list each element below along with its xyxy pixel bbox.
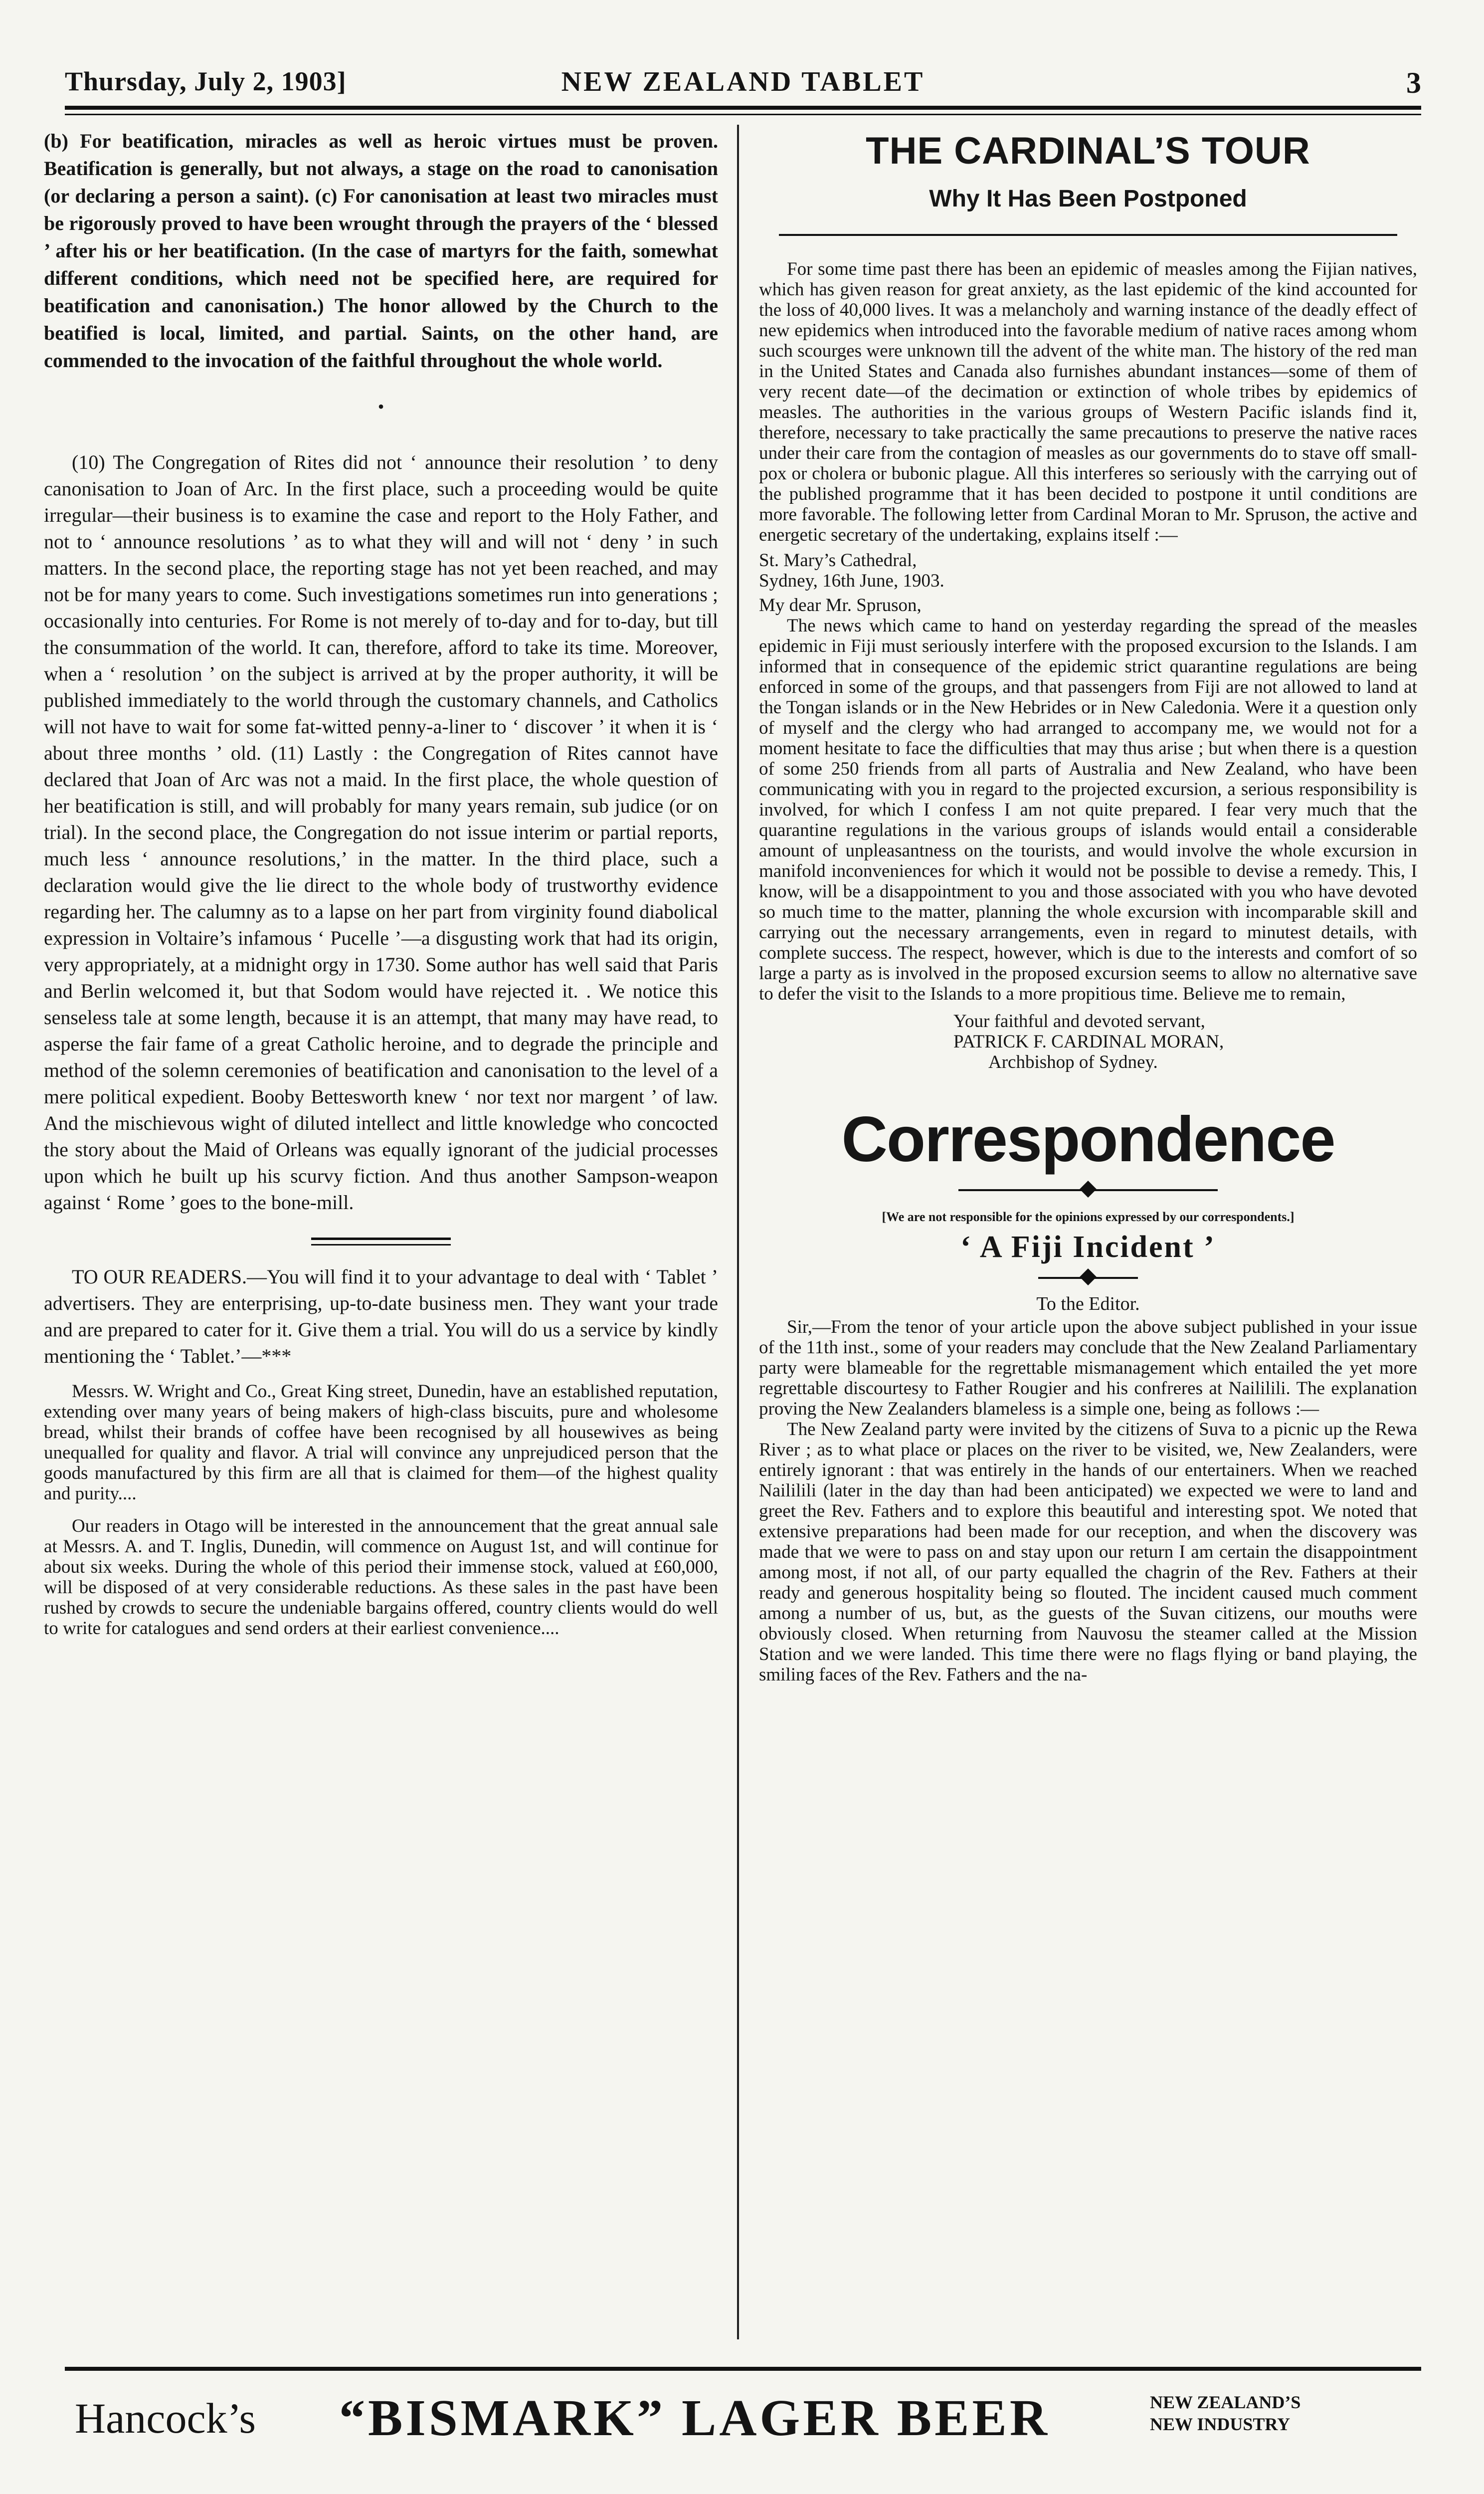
inglis-notice: Our readers in Otago will be interested in the announcement that the great annual sale at Messrs. A. and T. Inglis, Dunedin, will commence on August 1st, and will continue for about six weeks. During the whole of this period their immense stock, valued at £60,000, will be disposed of at very considerable reductions. As these sales in the past have been rushed by crowds to secure the undeniable bargains offered, country clients would do well to write for catalogues and send orders at their earliest convenience....	[44, 1516, 718, 1639]
readers-notice: TO OUR READERS.—You will find it to your advantage to deal with ‘ Tablet ’ advertisers. They are enterprising, up-to-date business men. They want your trade and are prepared to cater for it. Give them a trial. You will do us a service by kindly mentioning the ‘ Tablet.’—***	[44, 1265, 718, 1367]
correspondence-heading: Correspondence	[841, 1104, 1335, 1175]
tour-intro: For some time past there has been an epidemic of measles among the Fijian natives, which has given reason for great anxiety, as the last epidemic of the kind accounted for the loss of 40,000 lives. It was a melancholy and warning instance of the deadly effect of new epidemics when introduced into the favorable medium of native races among whom such scourges were unknown till the advent of the white man. The history of the red man in the United States and Canada also furnishes abundant instances—some of them of very recent date—of the decimation or extinction of whole tribes by epidemics of measles. The authorities in the various groups of Western Pacific islands find it, therefore, necessary to take practically the same precautions to preserve the native races under their care from the contagion of measles as our governments do to stave off small-pox or cholera or bubonic plague. All this interferes so seriously with the carrying out of the published programme that it has been decided to postpone it until conditions are more favorable. The following letter from Cardinal Moran to Mr. Spruson, the active and energetic secretary of the undertaking, explains itself :—	[759, 259, 1417, 545]
page-number: 3	[1406, 66, 1421, 99]
small-diamond-rule	[1038, 1270, 1138, 1285]
footer-rule	[65, 2367, 1421, 2371]
header-rule-thin	[65, 114, 1421, 115]
cardinal-tour-title: THE CARDINAL’S TOUR	[866, 130, 1310, 172]
ad-tagline	[1150, 2391, 1300, 2435]
letter-signature: PATRICK F. CARDINAL MORAN,	[953, 1032, 1224, 1052]
fiji-incident-title: ‘ A Fiji Incident ’	[960, 1230, 1216, 1264]
fiji-paragraph-1: Sir,—From the tenor of your article upon the above subject published in your issue of the 11th inst., some of your readers may conclude that the New Zealand Parliamentary party were blameable for the regrettable mismanagement which entailed the yet more regrettable discourtesy to Father Rougier and his confreres at Naililili. The explanation proving the New Zealanders blameless is a simple one, being as follows :—	[759, 1317, 1417, 1419]
beatification-paragraph: (b) For beatification, miracles as well as heroic virtues must be proven. Beatification is generally, but not always, a stage on the road to canonisation (or declaring a person a saint). (c) For canonisation at least two miracles must be rigorously proved to have been wrought through the prayers of the ‘ blessed ’ after his or her beatification. (In the case of martyrs for the faith, somewhat different conditions, which need not be specified here, are required for beatification and canonisation.) The honor allowed by the Church to the beatified is local, limited, and partial. Saints, on the other hand, are commended to the invocation of the faithful throughout the whole world.	[44, 130, 718, 372]
rites-paragraph: (10) The Congregation of Rites did not ‘ announce their resolution ’ to deny canonisation to Joan of Arc. In the first place, such a proceeding would be quite irregular—their business is to examine the case and report to the Holy Father, and not to ‘ announce resolutions ’ as to what they will and will not ‘ deny ’ in such matters. In the second place, the reporting stage has not yet been reached, and may not be for many years to come. Such investigations sometimes run into generations ; occasionally into centuries. For Rome is not merely of to-day and for to-day, but till the consummation of the world. It can, therefore, afford to take its time. Moreover, when a ‘ resolution ’ on the subject is arrived at by the proper authority, it will be published immediately to the world through the customary channels, and Catholics will not have to wait for some fat-witted penny-a-liner to ‘ discover ’ it when it is ‘ about three months ’ old. (11) Lastly : the Congregation of Rites cannot have declared that Joan of Arc was not a maid. In the first place, the whole question of her beatification is still, and will probably for many years remain, sub judice (or on trial). In the second place, the Congregation do not issue interim or partial reports, much less ‘ announce resolutions,’ in the matter. In the third place, such a declaration would give the lie direct to the whole body of trustworthy evidence regarding her. The calumny as to a lapse on her part from virginity found diabolical expression in Voltaire’s infamous ‘ Pucelle ’—a disgusting work that had its origin, very appropriately, at a midnight orgy in 1730. Some author has well said that Paris and Berlin welcomed it, but that Sodom would have rejected it. . We notice this senseless tale at some length, because it is an attempt, that many may have read, to asperse the fair fame of a great Catholic heroine, and to degrade the principle and method of the solemn ceremonies of beatification and canonisation to the level of a mere political expedient. Booby Bettesworth knew ‘ nor text nor margent ’ of law. And the mischievous wight of diluted intellect and little knowledge who concocted the story about the Maid of Orleans was equally ignorant of the judicial processes upon which he built up his scurvy fiction. And thus another Sampson-weapon against ‘ Rome ’ goes to the bone-mill.	[44, 451, 718, 1214]
title-rule	[779, 234, 1397, 236]
bullet-separator: •	[377, 397, 384, 416]
to-the-editor: To the Editor.	[1036, 1293, 1140, 1314]
fiji-paragraph-2: The New Zealand party were invited by the citizens of Suva to a picnic up the Rewa River ; as to what place or places on the river to be visited, we, New Zealanders, were entirely ignorant : that was entirely in the hands of our entertainers. When we reached Naililili (later in the day than had been anticipated) we expected we were to land and greet the Rev. Fathers and to explore this beautiful and interesting spot. We noted that extensive preparations had been made for our reception, and when the discovery was made that we were to pass on and stay upon our return I am certain the disappointment among most, if not all, of our party equalled the chagrin of the Rev. Fathers at their ready and generous hospitality being so flouted. The incident caused much comment among a number of us, but, as the guests of the Suvan citizens, our mouths were obviously closed. When returning from Nauvosu the steamer called at the Mission Station and we were landed. This time there were no flags flying or band playing, the smiling faces of the Rev. Fathers and the na-	[759, 1419, 1417, 1685]
letter-closing: Your faithful and devoted servant,	[953, 1011, 1205, 1032]
ad-tagline-1: NEW ZEALAND’S	[1150, 2392, 1301, 2412]
signature-title: Archbishop of Sydney.	[988, 1052, 1158, 1072]
ad-product: “BISMARK” LAGER BEER	[339, 2389, 1050, 2447]
right-column	[759, 127, 1417, 1685]
page-header	[65, 60, 1421, 105]
wright-notice: Messrs. W. Wright and Co., Great King street, Dunedin, have an established reputation, extending over many years of being makers of high-class biscuits, pure and wholesome bread, whilst their brands of coffee have been recognised by all housewives as being unequalled for quality and flavor. A trial will convince any unprejudiced person that the goods manufactured by this firm are all that is claimed for them—of the highest quality and purity....	[44, 1381, 718, 1504]
letter-place: St. Mary’s Cathedral,	[759, 550, 917, 571]
ad-brand: Hancock’s	[75, 2394, 256, 2442]
ad-tagline-2: NEW INDUSTRY	[1150, 2414, 1291, 2434]
left-column	[44, 127, 718, 1639]
letter-body: The news which came to hand on yesterday regarding the spread of the measles epidemic in Fiji must seriously interfere with the proposed excursion to the Islands. I am informed that in consequence of the epidemic strict quarantine regulations are being enforced in some of the groups, and that passengers from Fiji are not allowed to land at the Tongan islands or in the New Hebrides or in New Caledonia. Were it a question only of myself and the clergy who had arranged to accompany me, we would not for a moment hesitate to face the difficulties that may thus arise ; but when there is a question of some 250 friends from all parts of Australia and New Zealand, who have been communicating with you in regard to the projected excursion, a serious responsibility is involved, for which I confess I am not quite prepared. I fear very much that the quarantine regulations in the various groups of islands would entail a considerable amount of unpleasantness on the tourists, and would involve the whole excursion in manifold inconveniences for which it would not be possible to devise a remedy. This, I know, will be a disappointment to you and those associated with you who have devoted so much time to the matter, planning the whole excursion with incomparable skill and carrying out the necessary arrangements, even in regard to minutest details, with complete success. The respect, however, which is due to the interests and comfort of so large a party as is involved in the proposed excursion seems to allow no alternative save to defer the visit to the Islands to a more propitious time. Believe me to remain,	[759, 616, 1417, 1004]
issue-date: Thursday, July 2, 1903]	[65, 66, 347, 96]
diamond-icon	[1080, 1181, 1097, 1198]
header-rule	[65, 106, 1421, 110]
footer-advertisement	[75, 2379, 1421, 2454]
cardinal-tour-subtitle: Why It Has Been Postponed	[929, 186, 1247, 212]
diamond-icon	[1080, 1268, 1097, 1285]
section-divider	[311, 1238, 451, 1246]
correspondence-disclaimer: [We are not responsible for the opinions expressed by our correspondents.]	[882, 1210, 1295, 1224]
letter-date: Sydney, 16th June, 1903.	[759, 571, 944, 591]
column-divider	[737, 125, 739, 2339]
masthead-title: NEW ZEALAND TABLET	[561, 66, 925, 97]
letter-salutation: My dear Mr. Spruson,	[759, 595, 922, 616]
diamond-rule	[958, 1182, 1218, 1197]
